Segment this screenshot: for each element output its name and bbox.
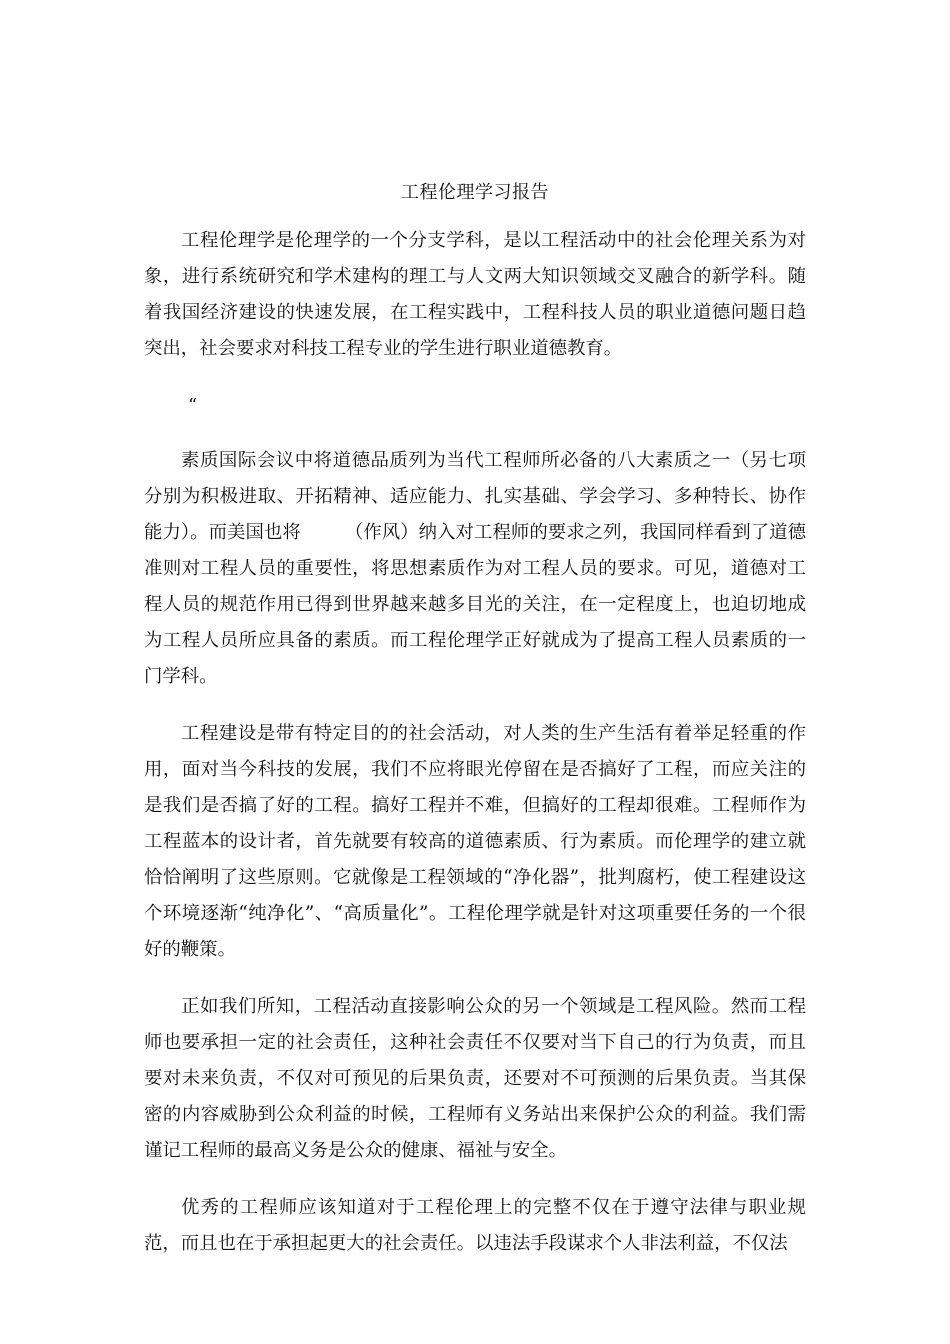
paragraph-qualities-part2: （作风）纳入对工程师的要求之列，我国同样看到了道德准则对工程人员的重要性，将思想素质作为对工程人员的要求。可见，道德对工程人员的规范作用已得到世界越来越多目光的关注，在一定程度上，也迫切地成为工程人员所应具备的素质。而工程伦理学正好就成为了提高工程人员素质的一门学科。	[144, 522, 806, 687]
paragraph-excellent-engineer: 优秀的工程师应该知道对于工程伦理上的完整不仅在于遵守法律与职业规范，而且也在于承担起更大的社会责任。以违法手段谋求个人非法利益，不仅法	[144, 1197, 806, 1254]
paragraph-engineering-risk: 正如我们所知，工程活动直接影响公众的另一个领域是工程风险。然而工程师也要承担一定的社会责任，这种社会责任不仅要对当下自己的行为负责，而且要对未来负责，不仅对可预见的后果负责，还要对不可预测的后果负责。当其保密的内容威胁到公众利益的时候，工程师有义务站出来保护公众的利益。我们需谨记工程师的最高义务是公众的健康、福祉与安全。	[144, 996, 806, 1161]
paragraph-qualities-part1: 素质国际会议中将道德品质列为当代工程师所必备的八大素质之一（另七项分别为积极进取、开拓精神、适应能力、扎实基础、学会学习、多种特长、协作能力）。而美国也将	[144, 450, 806, 543]
paragraph-intro: 工程伦理学是伦理学的一个分支学科，是以工程活动中的社会伦理关系为对象，进行系统研究和学术建构的理工与人文两大知识领域交叉融合的新学科。随着我国经济建设的快速发展，在工程实践中，工程科技人员的职业道德问题日趋突出，社会要求对科技工程专业的学生进行职业道德教育。	[144, 230, 806, 359]
paragraph-qualities	[144, 443, 806, 695]
stray-quote-mark: “	[188, 395, 198, 416]
document-body	[144, 223, 806, 1283]
paragraph-engineering-construction: 工程建设是带有特定目的的社会活动，对人类的生产生活有着举足轻重的作用，面对当今科技的发展，我们不应将眼光停留在是否搞好了工程，而应关注的是我们是否搞了好的工程。搞好工程并不难，但搞好的工程却很难。工程师作为工程蓝本的设计者，首先就要有较高的道德素质、行为素质。而伦理学的建立就恰恰阐明了这些原则。它就像是工程领域的“净化器”，批判腐朽，使工程建设这个环境逐渐“纯净化”、“高质量化”。工程伦理学就是针对这项重要任务的一个很好的鞭策。	[144, 723, 806, 960]
document-title: 工程伦理学习报告	[401, 182, 549, 203]
